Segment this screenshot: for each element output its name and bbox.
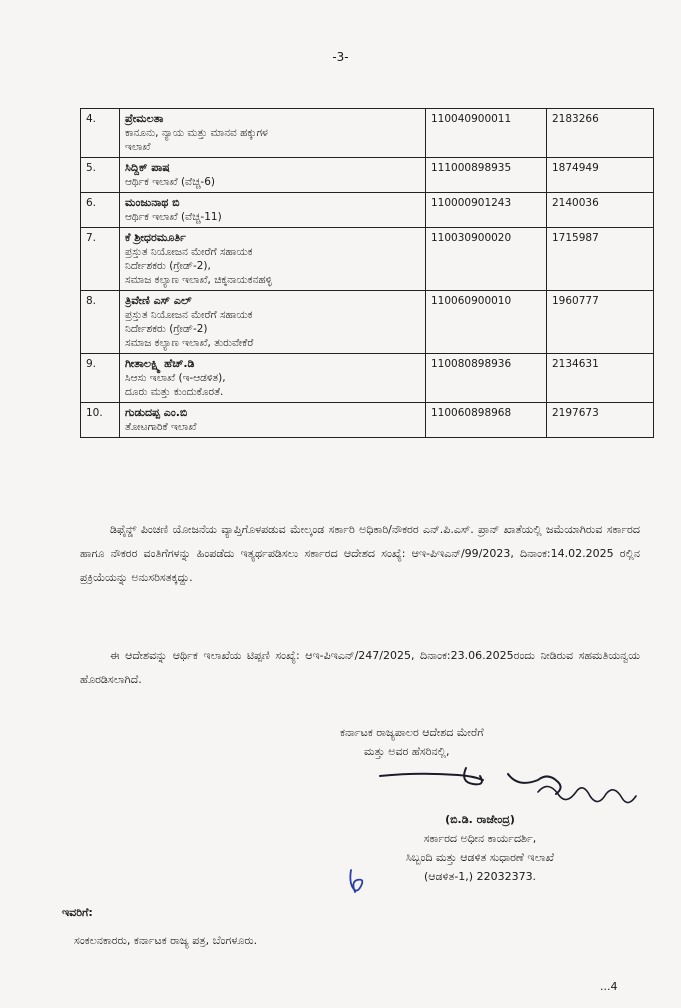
employee-name: ಕೆ ಶ್ರೀಧರಮೂರ್ತಿ <box>125 231 186 244</box>
serial-number: 4. <box>81 109 120 158</box>
order-line-governor: ಕರ್ನಾಟಕ ರಾಜ್ಯಪಾಲರ ಆದೇಶದ ಮೇರೆಗೆ <box>340 726 484 739</box>
employee-name: ಸಿದ್ದಿಕ್ ಪಾಷ <box>125 161 170 174</box>
employee-details <box>120 403 426 438</box>
pran-number: 1874949 <box>547 158 654 193</box>
employee-department-line: ಆರ್ಥಿಕ ಇಲಾಖೆ (ವೆಚ್ಚ-11) <box>125 211 222 223</box>
table-row <box>81 354 654 403</box>
blue-initial-mark <box>345 868 369 896</box>
table-row <box>81 403 654 438</box>
employee-department-line: ಆರ್ಥಿಕ ಇಲಾಖೆ (ವೆಚ್ಚ-6) <box>125 176 215 188</box>
employee-department-line: ಕಾನೂನು, ನ್ಯಾಯ ಮತ್ತು ಮಾನವ ಹಕ್ಕುಗಳ <box>125 127 268 139</box>
pran-number: 2134631 <box>547 354 654 403</box>
pran-number: 2197673 <box>547 403 654 438</box>
kgid-number: 110030900020 <box>426 228 547 291</box>
employee-table <box>80 108 654 438</box>
signatory-designation: ಸರ್ಕಾರದ ಅಧೀನ ಕಾರ್ಯದರ್ಶಿ, <box>423 832 537 845</box>
employee-department-line: ದೂರು ಮತ್ತು ಕುಂದುಕೊರತೆ. <box>125 386 224 398</box>
table-row <box>81 228 654 291</box>
kgid-number: 110040900011 <box>426 109 547 158</box>
table-row <box>81 291 654 354</box>
employee-details <box>120 158 426 193</box>
employee-details <box>120 228 426 291</box>
serial-number: 7. <box>81 228 120 291</box>
paragraph-procedure: ಡಿಫೈನ್ಡ್ ಪಿಂಚಣಿ ಯೋಜನೆಯ ವ್ಯಾಪ್ತಿಗೊಳಪಡುವ ಮೇಲ್ಕಂಡ ಸರ್ಕಾರಿ ಅಧಿಕಾರಿ/ನೌಕರರ ಎನ್.ಪಿ.ಎಸ್. ಪ್ರಾನ್ ಖಾತೆಯಲ್ಲಿ ಜಮೆಯಾಗಿರುವ ಸರ್ಕಾರದ ಹಾಗೂ ನೌಕರರ ವಂತಿಗೆಗಳನ್ನು ಹಿಂಪಡೆದು ಇತ್ಯರ್ಥಪಡಿಸಲು ಸರ್ಕಾರದ ಆದೇಶದ ಸಂಖ್ಯೆ: ಆಇ-ಪಿಇಎನ್/99/2023, ದಿನಾಂಕ:14.02.2025 ರಲ್ಲಿನ ಪ್ರಕ್ರಿಯೆಯನ್ನು ಅನುಸರಿಸತಕ್ಕದ್ದು. <box>80 523 640 584</box>
employee-name: ಮಂಜುನಾಥ ಬಿ <box>125 196 180 209</box>
employee-department-line: ಸಮಾಜ ಕಲ್ಯಾಣ ಇಲಾಖೆ, ತುರುವೇಕೆರೆ <box>125 337 254 349</box>
paragraph-concurrence: ಈ ಆದೇಶವನ್ನು ಆರ್ಥಿಕ ಇಲಾಖೆಯ ಟಿಪ್ಪಣಿ ಸಂಖ್ಯೆ: ಆಇ-ಪಿಇಎನ್/247/2025, ದಿನಾಂಕ:23.06.2025ರಂದು ನೀಡಿರುವ ಸಹಮತಿಯನ್ವಯ ಹೊರಡಿಸಲಾಗಿದೆ. <box>80 649 640 686</box>
employee-details <box>120 291 426 354</box>
serial-number: 10. <box>81 403 120 438</box>
employee-department-line: ಪ್ರಸ್ತುತ ನಿಯೋಜನ ಮೇರೆಗೆ ಸಹಾಯಕ <box>125 246 253 258</box>
continuation-marker: ...4 <box>600 980 618 993</box>
pran-number: 2183266 <box>547 109 654 158</box>
employee-details <box>120 109 426 158</box>
serial-number: 5. <box>81 158 120 193</box>
signatory-name: (ಬಿ.ಡಿ. ರಾಜೇಂದ್ರ) <box>445 813 515 826</box>
employee-department-line: ನಿರ್ದೇಶಕರು (ಗ್ರೇಡ್-2), <box>125 260 211 272</box>
employee-name: ಗೀತಾಲಕ್ಷ್ಮಿ ಹೆಚ್.ಡಿ <box>125 357 195 370</box>
table-row <box>81 109 654 158</box>
signatory-department: ಸಿಬ್ಬಂದಿ ಮತ್ತು ಆಡಳಿತ ಸುಧಾರಣೆ ಇಲಾಖೆ <box>405 851 555 864</box>
table-row <box>81 158 654 193</box>
kgid-number: 110000901243 <box>426 193 547 228</box>
table-row <box>81 193 654 228</box>
serial-number: 9. <box>81 354 120 403</box>
kgid-number: 110060900010 <box>426 291 547 354</box>
employee-name: ಗುಡುದಪ್ಪ ಎಂ.ಬಿ <box>125 406 188 419</box>
employee-department-line: ಇಲಾಖೆ <box>125 141 151 153</box>
kgid-number: 110080898936 <box>426 354 547 403</box>
kgid-number: 110060898968 <box>426 403 547 438</box>
signature-block <box>360 810 600 886</box>
page-number: -3- <box>332 50 349 64</box>
signatory-section: (ಆಡಳಿತ-1,) 22032373. <box>423 870 537 883</box>
employee-details <box>120 193 426 228</box>
employee-department-line: ಸಿಆಸು ಇಲಾಖೆ (ಇ-ಆಡಳಿತ), <box>125 372 226 384</box>
serial-number: 6. <box>81 193 120 228</box>
employee-department-line: ತೋಟಗಾರಿಕೆ ಇಲಾಖೆ <box>125 421 197 433</box>
order-line-name: ಮತ್ತು ಅವರ ಹೆಸರಿನಲ್ಲಿ, <box>364 745 450 758</box>
kgid-number: 111000898935 <box>426 158 547 193</box>
employee-name: ತ್ರಿವೇಣಿ ಎಸ್ ಎಲ್ <box>125 294 192 307</box>
pran-number: 2140036 <box>547 193 654 228</box>
pran-number: 1715987 <box>547 228 654 291</box>
employee-department-line: ಪ್ರಸ್ತುತ ನಿಯೋಜನ ಮೇರೆಗೆ ಸಹಾಯಕ <box>125 309 253 321</box>
employee-department-line: ಸಮಾಜ ಕಲ್ಯಾಣ ಇಲಾಖೆ, ಚಿಕ್ಕನಾಯಕನಹಳ್ಳಿ <box>125 274 272 286</box>
employee-name: ಪ್ರೇಮಲತಾ <box>125 112 164 125</box>
employee-department-line: ನಿರ್ದೇಶಕರು (ಗ್ರೇಡ್-2) <box>125 323 208 335</box>
to-label: ಇವರಿಗೆ: <box>62 906 93 919</box>
serial-number: 8. <box>81 291 120 354</box>
employee-details <box>120 354 426 403</box>
pran-number: 1960777 <box>547 291 654 354</box>
recipient: ಸಂಕಲನಕಾರರು, ಕರ್ನಾಟಕ ರಾಜ್ಯ ಪತ್ರ, ಬೆಂಗಳೂರು. <box>74 934 258 947</box>
